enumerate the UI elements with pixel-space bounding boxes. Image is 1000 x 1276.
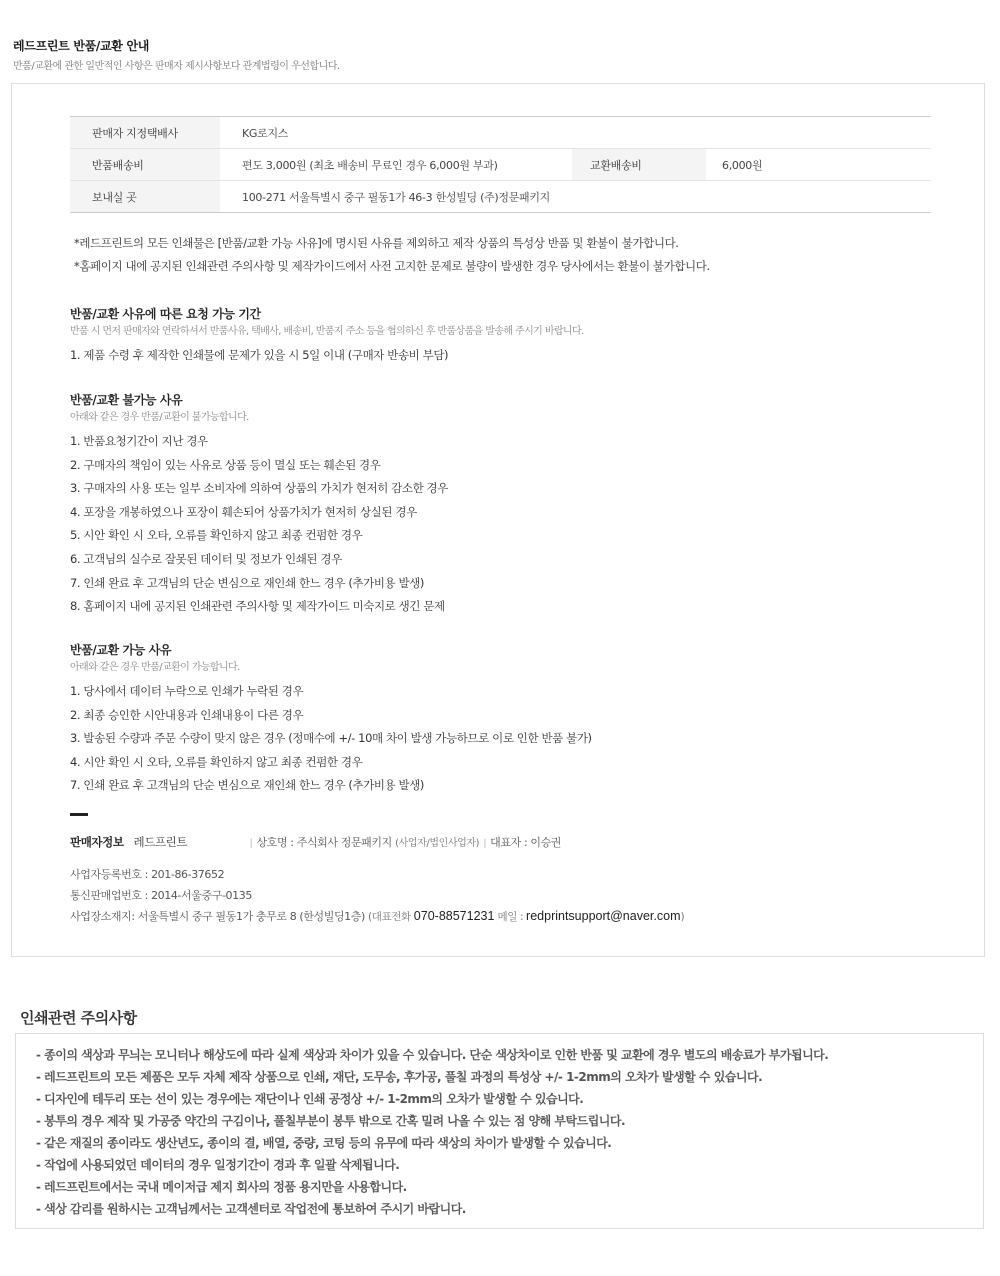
list-item: - 레드프린트의 모든 제품은 모두 자체 제작 상품으로 인쇄, 재단, 도무송, 후가공, 풀칠 과정의 특성상 +/- 1-2mm의 오차가 발생할 수 있습니다. [36,1070,763,1084]
list-item: - 색상 감리를 원하시는 고객님께서는 고객센터로 작업전에 통보하여 주시기 바랍니다. [36,1202,466,1216]
list-item: 1. 당사에서 데이터 누락으로 인쇄가 누락된 경우 [70,684,304,698]
address-label: 보내실 곳 [70,181,220,213]
list-item: - 디자인에 테두리 또는 선이 있는 경우에는 재단이나 인쇄 공정상 +/- 1-2mm의 오차가 발생할 수 있습니다. [36,1092,584,1106]
list-item: 1. 제품 수령 후 제작한 인쇄물에 문제가 있을 시 5일 이내 (구매자 반송비 부담) [70,348,449,362]
seller-info-row [70,834,561,850]
section-title: 반품/교환 사유에 따른 요청 가능 기간 [70,307,261,321]
exchange-fee-value: 6,000원 [706,149,931,181]
address-prefix: 사업장소재지: [70,910,138,923]
business-registration: 사업자등록번호 : 201-86-37652 [70,868,225,881]
seller-name: 레드프린트 [133,835,188,849]
list-item: 3. 구매자의 사용 또는 일부 소비자에 의하여 상품의 가치가 현저히 감소한 경우 [70,481,448,496]
section-subtitle: 아래와 같은 경우 반품/교환이 불가능합니다. [70,412,249,423]
list-item: 2. 구매자의 책임이 있는 사유로 상품 등이 멸실 또는 훼손된 경우 [70,457,381,472]
phone-label: (대표전화 [368,911,411,923]
business-address-line [70,906,684,927]
courier-label: 판매자 지정택배사 [70,117,220,149]
return-fee-label: 반품배송비 [70,149,220,181]
impossible-section [70,391,448,619]
list-item: - 작업에 사용되었던 데이터의 경우 일정기간이 경과 후 일괄 삭제됩니다. [36,1158,400,1172]
company-name: 주식회사 정문패키지 [296,836,392,849]
return-exchange-panel [11,83,985,957]
table-row [70,181,931,213]
possible-section [70,641,592,798]
business-info [70,864,684,927]
close-paren: ) [680,911,685,923]
courier-value: KG로지스 [220,117,931,149]
list-item: - 같은 재질의 종이라도 생산년도, 종이의 결, 배열, 중량, 코팅 등의 유무에 따라 색상의 차이가 발생할 수 있습니다. [36,1136,612,1150]
list-item: 7. 인쇄 완료 후 고객님의 단순 변심으로 재인쇄 한느 경우 (추가비용 발생) [70,575,425,590]
section-subtitle: 반품 시 먼저 판매자와 연락하셔서 반품사유, 택배사, 배송비, 반품지 주소 등을 협의하신 후 반품상품을 발송해 주시기 바랍니다. [70,326,584,337]
page-title: 레드프린트 반품/교환 안내 [13,39,150,53]
list-item: 4. 포장을 개봉하였으나 포장이 훼손되어 상품가치가 현저히 상실된 경우 [70,504,417,519]
email-label: 메일 : [497,911,527,923]
return-fee-value: 편도 3,000원 (최초 배송비 무료인 경우 6,000원 부과) [220,149,572,181]
list-item: - 종이의 색상과 무늬는 모니터나 해상도에 따라 실제 색상과 차이가 있을 수 있습니다. 단순 색상차이로 인한 반품 및 교환에 경우 별도의 배송료가 부가됩니다. [36,1048,829,1062]
period-section [70,305,584,368]
company-type: (사업자/법인사업자) [395,838,480,849]
table-row [70,117,931,149]
caution-list [36,1044,828,1220]
list-item: 7. 인쇄 완료 후 고객님의 단순 변심으로 재인쇄 한느 경우 (추가비용 발생) [70,778,425,793]
ceo-label: 대표자 : [490,836,531,849]
caution-panel [15,1033,984,1229]
list-item: 8. 홈페이지 내에 공지된 인쇄관련 주의사항 및 제작가이드 미숙지로 생긴 문제 [70,599,445,614]
ceo-name: 이승권 [530,836,562,849]
list-item: 1. 반품요청기간이 지난 경우 [70,434,208,448]
caution-title: 인쇄관련 주의사항 [20,1009,137,1027]
section-subtitle: 아래와 같은 경우 반품/교환이 가능합니다. [70,662,240,673]
notice-list [74,232,710,278]
exchange-fee-label: 교환배송비 [572,149,706,181]
phone-number: 070-88571231 [413,909,495,923]
list-item: 5. 시안 확인 시 오타, 오류를 확인하지 않고 최종 컨펌한 경우 [70,528,363,543]
list-item: - 레드프린트에서는 국내 메이저급 제지 회사의 정품 용지만을 사용합니다. [36,1180,407,1194]
table-row [70,149,931,181]
list-item: 4. 시안 확인 시 오타, 오류를 확인하지 않고 최종 컨펌한 경우 [70,754,363,769]
shipping-info-table [70,116,931,213]
separator: | [483,838,487,849]
section-title: 반품/교환 가능 사유 [70,643,172,657]
section-title: 반품/교환 불가능 사유 [70,393,183,407]
page-subtitle: 반품/교환에 관한 일반적인 사항은 판매자 제시사항보다 관계법령이 우선합니다. [13,61,340,72]
address-value: 100-271 서울특별시 중구 필동1가 46-3 한성빌딩 (주)정문패키지 [242,190,551,204]
divider [70,813,88,816]
mail-order-number: 통신판매업번호 : 2014-서울중구-0135 [70,889,252,902]
list-item: 2. 최종 승인한 시안내용과 인쇄내용이 다른 경우 [70,707,304,722]
separator: | [249,838,253,849]
email-address: redprintsupport@naver.com [526,909,681,923]
business-address: 서울특별시 중구 필동1가 충무로 8 (한성빌딩1층) [137,910,365,923]
company-label: 상호명 : [256,836,297,849]
list-item: - 봉투의 경우 제작 및 가공중 약간의 구김이나, 풀칠부분이 봉투 밖으로 간혹 밀려 나올 수 있는 점 양해 부탁드립니다. [36,1114,626,1128]
list-item: 3. 발송된 수량과 주문 수량이 맞지 않은 경우 (정매수에 +/- 10매 차이 발생 가능하므로 이로 인한 반품 불가) [70,731,592,746]
list-item: 6. 고객님의 실수로 잘못된 데이터 및 정보가 인쇄된 경우 [70,551,342,566]
notice-line: *레드프린트의 모든 인쇄물은 [반품/교환 가능 사유]에 명시된 사유를 제외하고 제작 상품의 특성상 반품 및 환불이 불가합니다. [74,236,679,250]
notice-line: *홈페이지 내에 공지된 인쇄관련 주의사항 및 제작가이드에서 사전 고지한 문제로 불량이 발생한 경우 당사에서는 환불이 불가합니다. [74,259,710,273]
seller-info-label: 판매자정보 [70,835,124,849]
